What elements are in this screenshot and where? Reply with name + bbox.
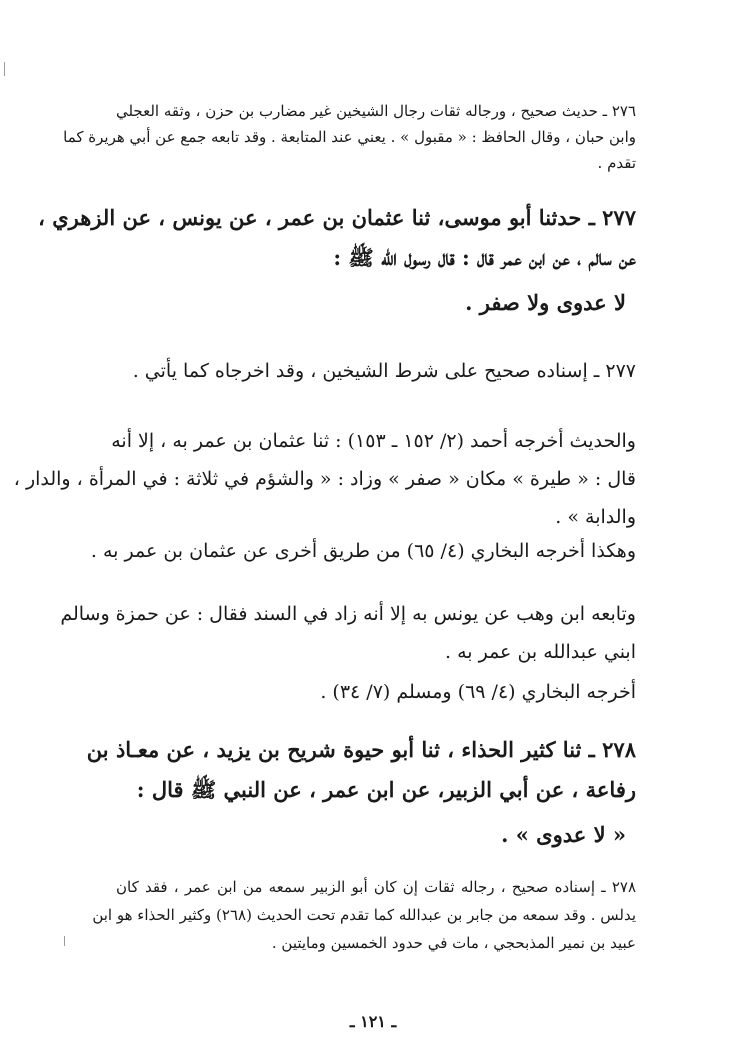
commentary-277-paragraph-4 (116, 673, 636, 711)
footnote-278-line-1: ٢٧٨ ـ إسناده صحيح ، رجاله ثقات إن كان أبو الزبير سمعه من ابن عمر ، فقد كان (116, 878, 636, 896)
commentary-277-p2-line-1: وهكذا أخرجه البخاري (٤/ ٦٥) من طريق أخرى عن عثمان بن عمر به . (90, 540, 636, 562)
commentary-277-heading-text: ٢٧٧ ـ إسناده صحيح على شرط الشيخين ، وقد اخرجاه كما يأتي . (132, 360, 636, 382)
footnote-278 (92, 873, 636, 957)
hadith-278-text: « لا عدوى » . (501, 822, 626, 847)
hadith-277-line-1: ٢٧٧ ـ حدثنا أبو موسى، ثنا عثمان بن عمر ، عن يونس ، عن الزهري ، (38, 205, 636, 230)
footnote-278-line-2: يدلس . وقد سمعه من جابر بن عبدالله كما تقدم تحت الحديث (٢٦٨) وكثير الحذاء هو ابن (92, 906, 636, 924)
scan-speck (4, 62, 5, 76)
note-276 (63, 98, 636, 176)
hadith-278-isnad (86, 730, 636, 810)
commentary-277-p1-line-3: والدابة » . (555, 506, 636, 528)
commentary-277-p1-line-1: والحديث أخرجه أحمد (٢/ ١٥٢ ـ ١٥٣) : ثنا عثمان بن عمر به ، إلا أنه (111, 430, 636, 452)
footnote-278-line-3: عبيد بن نمير المذبحجي ، مات في حدود الخمسين ومايتين . (271, 934, 636, 952)
commentary-277-p4-line-1: أخرجه البخاري (٤/ ٦٩) ومسلم (٧/ ٣٤) . (320, 681, 636, 703)
hadith-277-isnad (38, 198, 636, 278)
page-number: ـ ١٢١ ـ (349, 1012, 397, 1031)
hadith-277-matn (116, 283, 626, 323)
commentary-277-paragraph-1 (13, 422, 636, 536)
hadith-277-line-2: عن سالم ، عن ابن عمر قال : قال رسول الله ﷺ : (333, 245, 636, 270)
commentary-277-p3-line-1: وتابعه ابن وهب عن يونس به إلا أنه زاد في السند فقال : عن حمزة وسالم (60, 603, 636, 625)
hadith-278-line-2: رفاعة ، عن أبي الزبير، عن ابن عمر ، عن النبي ﷺ قال : (136, 777, 636, 802)
commentary-277-heading (116, 352, 636, 390)
hadith-277-text: لا عدوى ولا صفر . (465, 290, 626, 315)
hadith-278-matn (116, 815, 626, 855)
note-276-line-2: وابن حبان ، وقال الحافظ : « مقبول » . يعني عند المتابعة . وقد تابعه جمع عن أبي هريرة كما (63, 128, 636, 146)
commentary-277-paragraph-2 (90, 532, 636, 570)
scan-speck (64, 936, 65, 946)
note-276-line-1: ٢٧٦ ـ حديث صحيح ، ورجاله ثقات رجال الشيخين غير مضارب بن حزن ، وثقه العجلي (115, 102, 636, 120)
commentary-277-paragraph-3 (60, 595, 636, 671)
hadith-278-line-1: ٢٧٨ ـ ثنا كثير الحذاء ، ثنا أبو حيوة شريح بن يزيد ، عن معـاذ بن (86, 737, 636, 762)
commentary-277-p1-line-2: قال : « طيرة » مكان « صفر » وزاد : « والشؤم في ثلاثة : في المرأة ، والدار ، (13, 468, 636, 490)
note-276-line-3: تقدم . (597, 154, 636, 172)
commentary-277-p3-line-2: ابني عبدالله بن عمر به . (445, 641, 636, 663)
